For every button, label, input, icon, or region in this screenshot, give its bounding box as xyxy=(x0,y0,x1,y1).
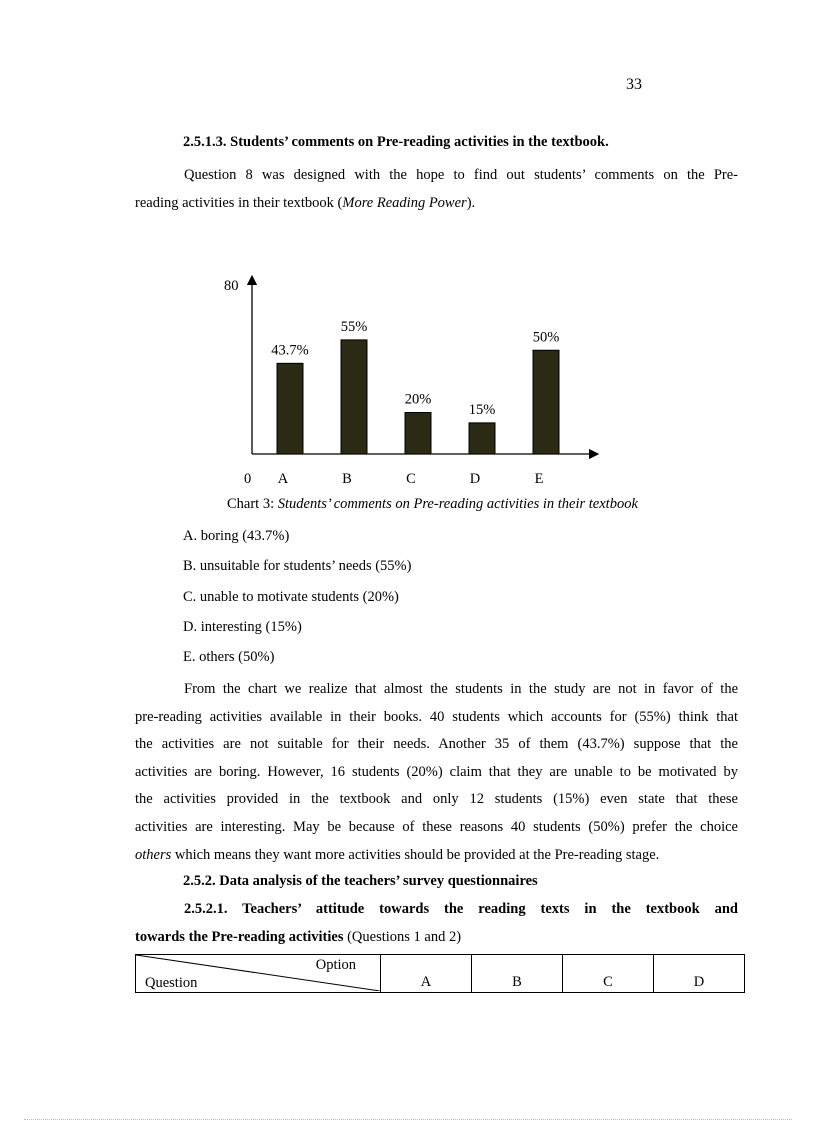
data-label-c: 20% xyxy=(404,391,432,408)
data-label-e: 50% xyxy=(532,329,560,346)
bar-b xyxy=(341,340,367,454)
x-tick-label-c: C xyxy=(406,471,416,487)
intro-line-2: reading activities in their textbook (More Reading Power). xyxy=(135,194,476,211)
diagonal-header-cell xyxy=(136,955,381,993)
option-item: A. boring (43.7%) xyxy=(183,528,290,544)
analysis-line: the activities are not suitable for their needs. Another 35 of them (43.7%) suppose that the xyxy=(135,736,738,753)
chart-caption: Chart 3: Students’ comments on Pre-reading activities in their textbook xyxy=(227,496,638,512)
intro-line-1: Question 8 was designed with the hope to find out students’ comments on the Pre- xyxy=(184,167,738,183)
page-number: 33 xyxy=(626,76,642,93)
option-header-label: Option xyxy=(315,957,356,973)
option-item: B. unsuitable for students’ needs (55%) xyxy=(183,558,412,575)
bar-c xyxy=(405,413,431,455)
options-list xyxy=(183,526,411,677)
section-heading: 2.5.1.3. Students’ comments on Pre-reading activities in the textbook. xyxy=(183,134,609,150)
bar-d xyxy=(469,423,495,454)
column-header-a: A xyxy=(381,955,472,993)
heading-2-5-2-1-line-1: 2.5.2.1. Teachers’ attitude towards the reading texts in the textbook and xyxy=(184,901,738,917)
column-header-b: B xyxy=(472,955,563,993)
question-header-label: Question xyxy=(145,975,198,991)
heading-2-5-2: 2.5.2. Data analysis of the teachers’ survey questionnaires xyxy=(183,873,538,889)
x-tick-label-b: B xyxy=(342,471,352,487)
analysis-line: the activities provided in the textbook and only 12 students (15%) even state that these xyxy=(135,791,738,808)
heading-2-5-2-1 xyxy=(135,896,738,951)
column-header-d: D xyxy=(654,955,745,993)
option-item: E. others (50%) xyxy=(183,649,275,666)
page-bottom-border xyxy=(24,1119,792,1120)
bar-a xyxy=(277,363,303,454)
table-header-row xyxy=(136,955,745,993)
book-title: More Reading Power xyxy=(342,194,467,211)
heading-2-5-2-1-line-2: towards the Pre-reading activities (Questions 1 and 2) xyxy=(135,928,462,945)
x-tick-label-a: A xyxy=(277,471,289,487)
x-tick-label-d: D xyxy=(469,471,481,487)
bar-e xyxy=(533,350,559,454)
analysis-line: activities are interesting. May be because of these reasons 40 students (50%) prefer the choice xyxy=(135,818,738,835)
analysis-line: From the chart we realize that almost the students in the study are not in favor of the xyxy=(184,681,738,697)
analysis-line: activities are boring. However, 16 students (20%) claim that they are unable to be motivated by xyxy=(135,763,738,780)
y-tick-max: 80 xyxy=(224,278,239,294)
column-header-c: C xyxy=(563,955,654,993)
y-tick-zero: 0 xyxy=(244,471,252,487)
analysis-line: pre-reading activities available in their books. 40 students which accounts for (55%) think that xyxy=(135,708,738,725)
option-item: C. unable to motivate students (20%) xyxy=(183,588,399,605)
option-item: D. interesting (15%) xyxy=(183,618,302,635)
teacher-survey-table xyxy=(135,954,745,993)
data-label-b: 55% xyxy=(340,318,368,335)
analysis-paragraph xyxy=(135,676,738,869)
analysis-line: others which means they want more activities should be provided at the Pre-reading stage. xyxy=(135,846,660,863)
x-tick-label-e: E xyxy=(534,471,544,487)
data-label-a: 43.7% xyxy=(271,342,309,359)
bar-chart xyxy=(0,0,816,520)
data-label-d: 15% xyxy=(468,401,496,418)
